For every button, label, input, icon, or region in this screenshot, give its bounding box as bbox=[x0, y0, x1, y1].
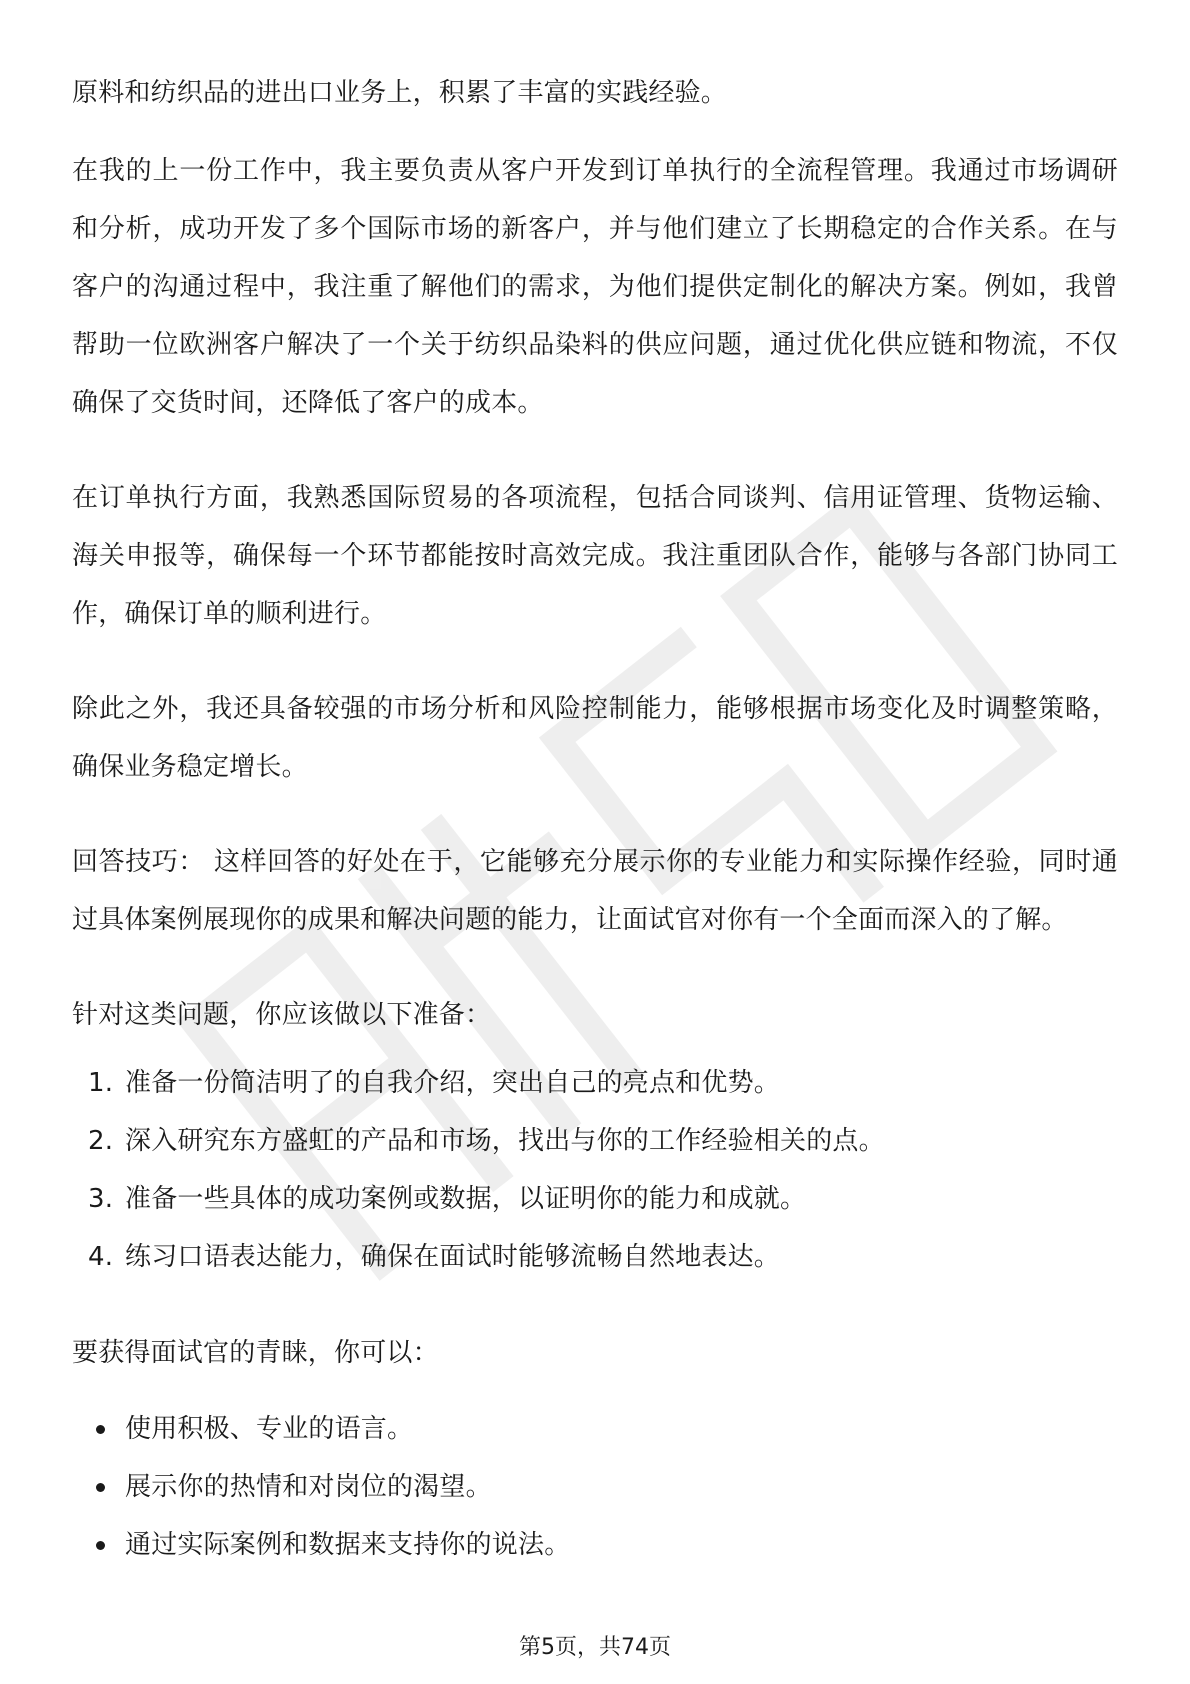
page-number-footer: 第5页，共74页 bbox=[519, 1635, 671, 1660]
list-item-text: 通过实际案例和数据来支持你的说法。 bbox=[125, 1530, 571, 1560]
list-item-text: 准备一些具体的成功案例或数据，以证明你的能力和成就。 bbox=[125, 1184, 807, 1214]
list-item bbox=[72, 1516, 1118, 1574]
bullet-icon bbox=[96, 1483, 105, 1492]
list-number: 4. bbox=[88, 1242, 114, 1272]
paragraph-market-analysis: 除此之外，我还具备较强的市场分析和风险控制能力，能够根据市场变化及时调整策略，确保业务稳定增长。 bbox=[72, 694, 1118, 782]
paragraph-preparation-intro: 针对这类问题，你应该做以下准备： bbox=[72, 1000, 492, 1030]
list-item bbox=[72, 1170, 1118, 1228]
tips-list bbox=[72, 1400, 1118, 1574]
preparation-list bbox=[72, 1054, 1118, 1286]
document-body bbox=[72, 64, 1118, 1612]
paragraph-previous-job: 在我的上一份工作中，我主要负责从客户开发到订单执行的全流程管理。我通过市场调研和分析，成功开发了多个国际市场的新客户，并与他们建立了长期稳定的合作关系。在与客户的沟通过程中，我注重了解他们的需求，为他们提供定制化的解决方案。例如，我曾帮助一位欧洲客户解决了一个关于纺织品染料的供应问题，通过优化供应链和物流，不仅确保了交货时间，还降低了客户的成本。 bbox=[72, 156, 1118, 418]
list-number: 1. bbox=[88, 1068, 114, 1098]
list-item-text: 准备一份简洁明了的自我介绍，突出自己的亮点和优势。 bbox=[125, 1068, 781, 1098]
list-item bbox=[72, 1458, 1118, 1516]
list-item-text: 深入研究东方盛虹的产品和市场，找出与你的工作经验相关的点。 bbox=[125, 1126, 885, 1156]
paragraph-order-execution: 在订单执行方面，我熟悉国际贸易的各项流程，包括合同谈判、信用证管理、货物运输、海关申报等，确保每一个环节都能按时高效完成。我注重团队合作，能够与各部门协同工作，确保订单的顺利进行。 bbox=[72, 483, 1118, 629]
list-number: 2. bbox=[88, 1126, 114, 1156]
paragraph-answer-tips: 回答技巧： 这样回答的好处在于，它能够充分展示你的专业能力和实际操作经验，同时通过具体案例展现你的成果和解决问题的能力，让面试官对你有一个全面而深入的了解。 bbox=[72, 847, 1118, 935]
list-item-text: 练习口语表达能力，确保在面试时能够流畅自然地表达。 bbox=[125, 1242, 781, 1272]
list-item-text: 使用积极、专业的语言。 bbox=[125, 1414, 414, 1444]
paragraph-experience-intro: 原料和纺织品的进出口业务上，积累了丰富的实践经验。 bbox=[72, 78, 728, 108]
list-number: 3. bbox=[88, 1184, 114, 1214]
list-item bbox=[72, 1400, 1118, 1458]
list-item bbox=[72, 1228, 1118, 1286]
bullet-icon bbox=[96, 1425, 105, 1434]
list-item-text: 展示你的热情和对岗位的渴望。 bbox=[125, 1472, 492, 1502]
paragraph-impress-intro: 要获得面试官的青睐，你可以： bbox=[72, 1338, 439, 1368]
bullet-icon bbox=[96, 1541, 105, 1550]
list-item bbox=[72, 1112, 1118, 1170]
list-item bbox=[72, 1054, 1118, 1112]
